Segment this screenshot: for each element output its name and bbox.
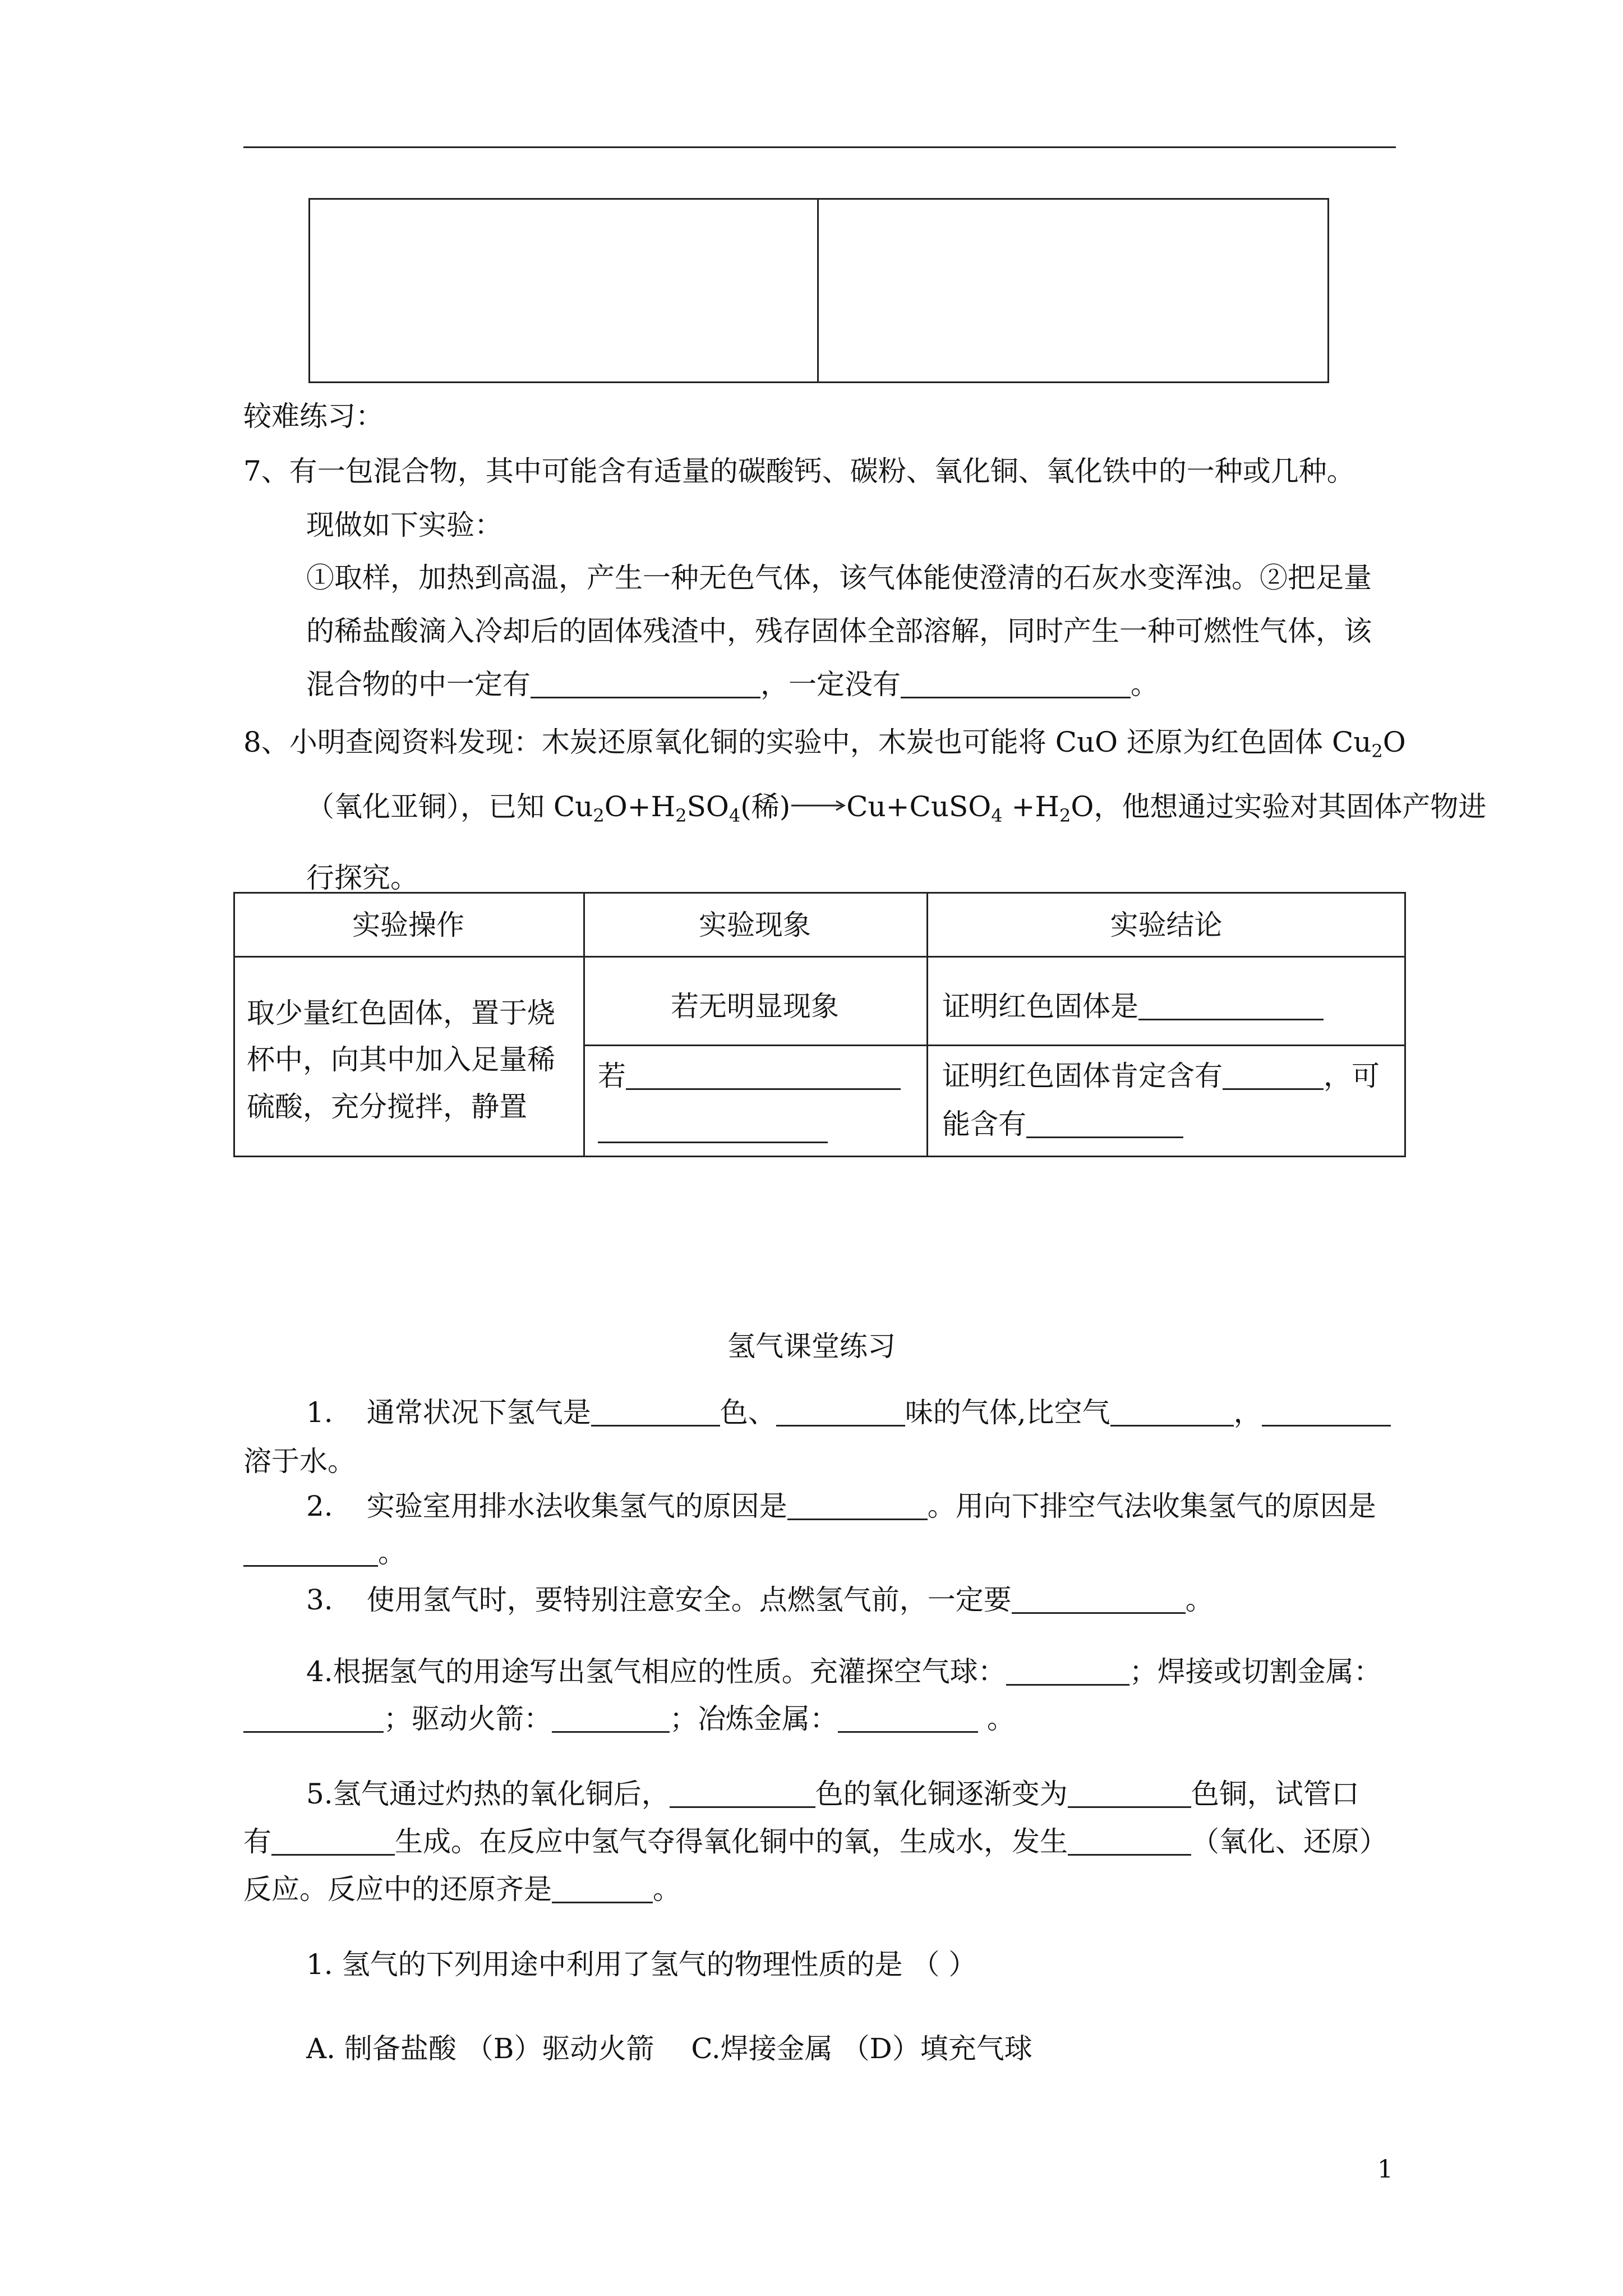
table-header-operation: 实验操作 [352,909,464,941]
q7-prompt-contains: 混合物的中一定有 [306,668,531,701]
q8-text-2g: O，他想通过实验对其固体产物进 [1071,790,1487,823]
q8-text-2a: （氧化亚铜），已知 Cu [306,790,593,823]
conclusion-2-blank-1[interactable] [1223,1060,1324,1090]
h-q4-blank-welding[interactable] [243,1703,384,1733]
table-header-phenomenon: 实验现象 [699,909,811,941]
header-rule [243,146,1396,148]
conclusion-2-label-b: ，可 [1324,1060,1380,1092]
mc-question-1: 1. 氢气的下列用途中利用了氢气的物理性质的是 （ ） [306,1948,977,1981]
table-operation-line-3: 硫酸，充分搅拌，静置 [247,1091,527,1123]
q8-sub: 4 [728,805,741,826]
h-q5-blank-3[interactable] [271,1826,395,1856]
table-row-divider [583,1045,1406,1046]
h-q1-line-2: 溶于水。 [243,1445,356,1478]
h-q2-line-1 [306,1484,1376,1524]
h-q3-text-b: 。 [1185,1584,1214,1616]
h-q5-text-a: 5.氢气通过灼热的氧化铜后， [306,1778,670,1810]
h-q4-text-e: 。 [978,1703,1015,1735]
h-q5-text-f: （氧化、还原） [1191,1825,1387,1858]
h-q1-text-b: 色、 [720,1396,776,1429]
conclusion-1-label: 证明红色固体是 [942,990,1138,1023]
h-q3-number: 3. [306,1584,333,1616]
h-q5-text-e: 生成。在反应中氢气夺得氧化铜中的氧，生成水，发生 [395,1825,1068,1858]
q8-sub: 4 [991,805,1003,826]
conclusion-2-blank-2[interactable] [1026,1108,1183,1138]
h-q5-blank-5[interactable] [552,1874,653,1903]
h-q4-blank-smelting[interactable] [838,1703,978,1733]
h-q1-blank-density[interactable] [1110,1397,1234,1427]
h-q4-text-d: ；冶炼金属： [670,1703,838,1735]
h-q1-blank-color[interactable] [591,1397,720,1427]
table-header-divider [233,956,1406,958]
q7-period: 。 [1131,668,1159,701]
q7-line-1: 7、有一包混合物，其中可能含有适量的碳酸钙、碳粉、氧化铜、氧化铁中的一种或几种。 [243,455,1355,487]
q8-text-2d: (稀) [740,790,791,823]
h-q2-number: 2. [306,1490,333,1522]
h-q1-text-c: 味的气体,比空气 [905,1396,1110,1429]
conclusion-1-blank[interactable] [1138,991,1324,1020]
h-q1-blank-smell[interactable] [776,1397,905,1427]
h-q2-blank-2[interactable] [243,1537,378,1567]
h-q1-text-d: ， [1233,1396,1262,1429]
h-q5-line-3 [243,1867,681,1907]
h-q2-text-b: 。用向下排空气法收集氢气的原因是 [927,1490,1376,1522]
h-q2-text-c: 。 [378,1536,406,1569]
h-q5-text-c: 色铜，试管口 [1191,1778,1359,1810]
q8-text-1: 8、小明查阅资料发现：木炭还原氧化铜的实验中，木炭也可能将 CuO 还原为红色固体 Cu [243,726,1372,758]
h-q1-blank-solubility[interactable] [1262,1397,1391,1427]
q7-line-3: ①取样，加热到高温，产生一种无色气体，该气体能使澄清的石灰水变浑浊。②把足量 [306,562,1372,594]
q8-sub: 2 [675,805,687,826]
conclusion-2-label: 证明红色固体肯定含有 [942,1060,1223,1092]
q7-line-2: 现做如下实验： [306,509,502,541]
table-conclusion-row-2 [942,1050,1380,1102]
section-heading: 较难练习： [243,400,384,432]
q8-line-1 [243,720,1406,762]
hydrogen-title: 氢气课堂练习 [727,1330,896,1363]
q8-text-2c: SO [686,790,729,823]
q7-blank-not-contains[interactable] [901,669,1131,698]
table-phenomenon-row-1: 若无明显现象 [671,990,839,1023]
h-q5-text-d: 有 [243,1825,271,1858]
phenomenon-2-blank-1[interactable] [626,1060,901,1090]
q8-sub: 2 [593,805,605,826]
h-q1-text-a: 通常状况下氢气是 [366,1396,591,1429]
q8-text-2f: +H [1002,790,1060,823]
empty-answer-table [308,198,1329,383]
h-q2-blank-1[interactable] [787,1490,928,1520]
table-conclusion-row-2b [942,1098,1183,1151]
q7-line-4: 的稀盐酸滴入冷却后的固体残渣中，残存固体全部溶解，同时产生一种可燃性气体，该 [306,615,1372,647]
h-q4-line-2 [243,1696,1015,1737]
q8-text-2e: Cu+CuSO [846,790,992,823]
h-q4-text-c: ；驱动火箭： [384,1703,552,1735]
reaction-arrow-icon [790,797,846,814]
q8-sub: 2 [1059,805,1071,826]
table-header-conclusion: 实验结论 [1110,909,1223,941]
h-q2-text-a: 实验室用排水法收集氢气的原因是 [366,1490,787,1522]
h-q5-blank-2[interactable] [1068,1778,1191,1808]
q7-line-5 [306,662,1159,702]
phenomenon-2-blank-2[interactable] [598,1114,828,1143]
h-q1-number: 1. [306,1396,333,1429]
h-q5-line-2 [243,1819,1387,1860]
conclusion-2-label-c: 能含有 [942,1108,1026,1140]
h-q4-blank-balloon[interactable] [1006,1656,1129,1686]
h-q4-text-b: ；焊接或切割金属： [1129,1655,1382,1688]
q8-line-3: 行探究。 [306,862,418,894]
h-q1-line-1 [306,1390,1391,1430]
mc-options-1: A. 制备盐酸 （B）驱动火箭 C.焊接金属 （D）填充气球 [306,2032,1032,2065]
h-q2-line-2 [243,1530,406,1571]
h-q5-text-g: 反应。反应中的还原齐是 [243,1873,552,1906]
h-q4-blank-rocket[interactable] [552,1703,670,1733]
h-q5-text-h: 。 [653,1873,681,1906]
table-operation-line-2: 杯中，向其中加入足量稀 [247,1043,555,1076]
h-q4-text-a: 4.根据氢气的用途写出氢气相应的性质。充灌探空气球： [306,1655,1006,1688]
table-conclusion-row-1 [942,981,1324,1033]
q8-text-2b: O+H [604,790,676,823]
h-q3 [306,1577,1214,1618]
page-number: 1 [1377,2155,1393,2184]
phenomenon-2-label: 若 [598,1060,626,1092]
empty-table-divider [817,198,819,383]
h-q3-text-a: 使用氢气时，要特别注意安全。点燃氢气前，一定要 [366,1584,1012,1616]
h-q5-text-b: 色的氧化铜逐渐变为 [815,1778,1068,1810]
h-q5-blank-4[interactable] [1068,1826,1191,1856]
h-q4-line-1 [306,1649,1382,1690]
q7-blank-contains[interactable] [531,669,760,698]
h-q5-blank-1[interactable] [670,1778,815,1808]
table-phenomenon-row-2 [598,1050,901,1102]
q8-text-1-end: O [1382,726,1406,758]
table-operation-line-1: 取少量红色固体，置于烧 [247,997,555,1029]
q8-line-2 [306,784,1486,826]
h-q5-line-1 [306,1772,1359,1812]
q8-sub-1: 2 [1371,740,1383,762]
q7-prompt-not-contains: ，一定没有 [760,668,901,701]
h-q3-blank[interactable] [1012,1584,1186,1614]
